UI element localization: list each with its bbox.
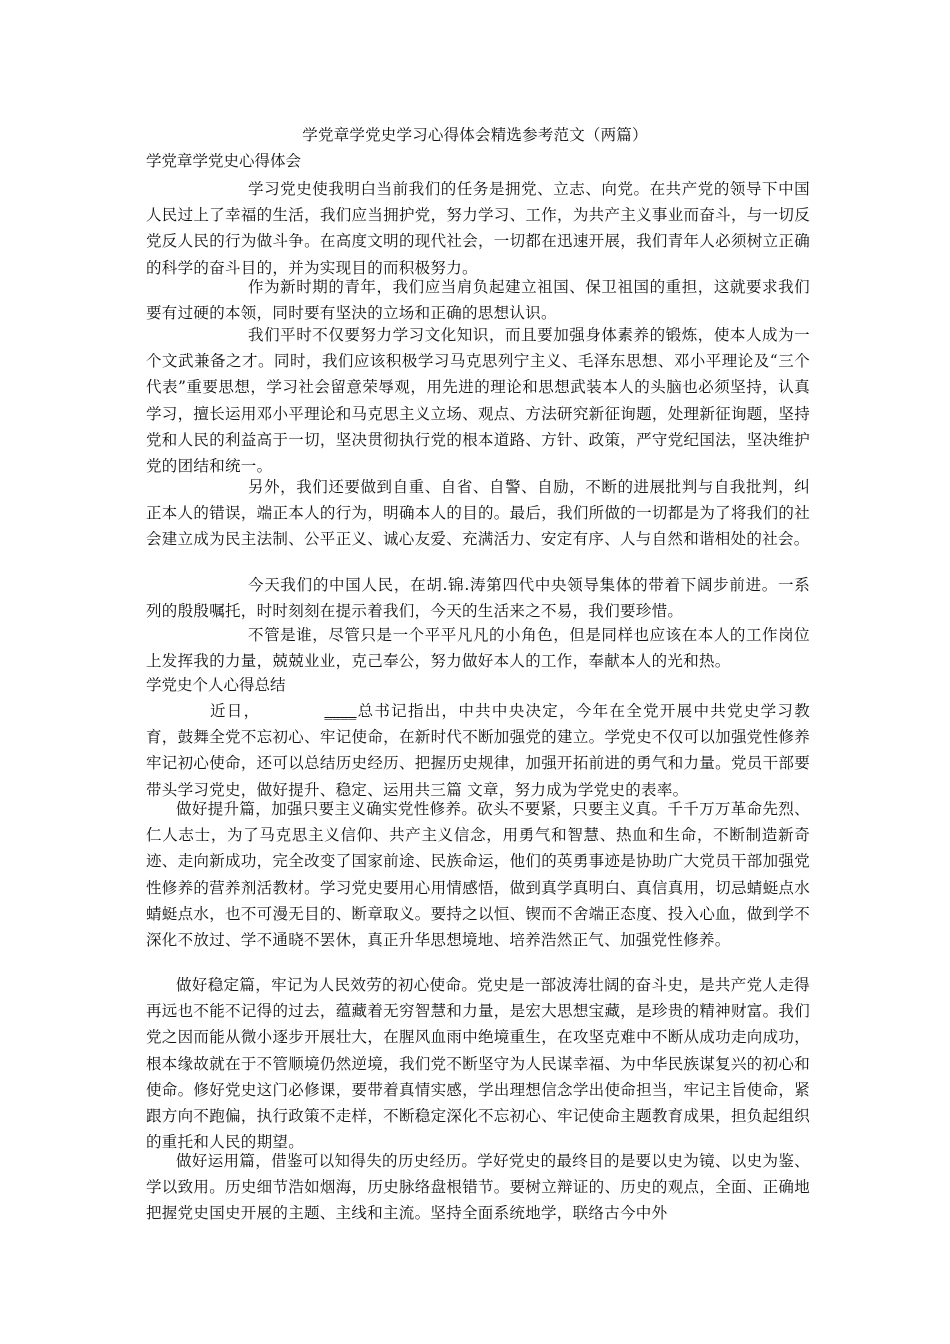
- section-heading-2: 学党史个人心得总结: [146, 676, 286, 694]
- document-title: 学党章学党史学习心得体会精选参考范文（两篇）: [302, 126, 648, 144]
- paragraph: 做好稳定篇，牢记为人民效劳的初心使命。党史是一部波涛壮阔的奋斗史，是共产党人走得再远也不能不记得的过去，蕴藏着无穷智慧和力量，是宏大思想宝藏，是珍贵的精神财富。我们党之因而能从微小逐步开展壮大，在腥风血雨中绝境重生，在攻坚克难中不断从成功走向成功，根本缘故就在于不管顺境仍然逆境，我们党不断坚守为人民谋幸福、为中华民族谋复兴的初心和使命。修好党史这门必修课，要带着真情实感，学出理想信念学出使命担当，牢记主旨使命，紧跟方向不跑偏，执行政策不走样，不断稳定深化不忘初心、牢记使命主题教育成果，担负起组织的重托和人民的期望。: [146, 976, 810, 1152]
- section-heading-1: 学党章学党史心得体会: [146, 152, 302, 170]
- paragraph: 学习党史使我明白当前我们的任务是拥党、立志、向党。在共产党的领导下中国人民过上了幸福的生活，我们应当拥护党，努力学习、工作，为共产主义事业而奋斗，与一切反党反人民的行为做斗争。在高度文明的现代社会，一切都在迅速开展，我们青年人必须树立正确的科学的奋斗目的，并为实现目的而积极努力。: [146, 180, 810, 277]
- paragraph: 另外，我们还要做到自重、自省、自警、自励，不断的进展批判与自我批判，纠正本人的错误，端正本人的行为，明确本人的目的。最后，我们所做的一切都是为了将我们的社会建立成为民主法制、公平正义、诚心友爱、充满活力、安定有序、人与自然和谐相处的社会。: [146, 478, 810, 549]
- paragraph: 作为新时期的青年，我们应当肩负起建立祖国、保卫祖国的重担，这就要求我们要有过硬的本领，同时要有坚決的立场和正确的思想认识。: [146, 278, 810, 323]
- paragraph: 今天我们的中国人民，在胡.锦.涛第四代中央领导集体的带着下阔步前进。一系列的殷殷嘱托，时时刻刻在提示着我们，今天的生活来之不易，我们要珍惜。: [146, 576, 810, 621]
- paragraph: 做好运用篇，借鉴可以知得失的历史经历。学好党史的最终目的是要以史为镜、以史为鉴、学以致用。历史细节浩如烟海，历史脉络盘根错节。要树立辩证的、历史的观点，全面、正确地把握党史国史开展的主题、主线和主流。坚持全面系统地学，联络古今中外: [146, 1152, 810, 1223]
- paragraph: [146, 698, 810, 803]
- paragraph-text: 近日，: [210, 702, 261, 720]
- paragraph: 我们平时不仅要努力学习文化知识，而且要加强身体素养的锻炼，使本人成为一个文武兼备之才。同时，我们应该积极学习马克思列宁主义、毛泽东思想、邓小平理论及“三个代表”重要思想，学习社会留意荣辱观，用先进的理论和思想武装本人的头脑也必须坚持，认真学习，擅长运用邓小平理论和马克思主义立场、观点、方法研究新征询题，处理新征询题，坚持党和人民的利益高于一切，坚决贯彻执行党的根本道路、方针、政策，严守党纪国法，坚决维护党的团结和统一。: [146, 326, 810, 476]
- paragraph: 不管是谁，尽管只是一个平平凡凡的小角色，但是同样也应该在本人的工作岗位上发挥我的力量，兢兢业业，克己奉公，努力做好本人的工作，奉献本人的光和热。: [146, 626, 810, 671]
- paragraph-text: 总书记指出，中共中央决定，今年在全党开展中共党史学习教育，鼓舞全党不忘初心、牢记使命，在新时代不断加强党的建立。学党史不仅可以加强党性修养牢记初心使命，还可以总结历史经历、把握历史规律，加强开拓前进的勇气和力量。党员干部要带头学习党史，做好提升、稳定、运用共三篇 文章，努力成为学党史的表率。: [146, 702, 810, 799]
- paragraph: 做好提升篇，加强只要主义确实党性修养。砍头不要紧，只要主义真。千千万万革命先烈、仁人志士，为了马克思主义信仰、共产主义信念，用勇气和智慧、热血和生命，不断制造新奇迹、走向新成功，完全改变了国家前途、民族命运，他们的英勇事迹是协助广大党员干部加强党性修养的营养剂活教材。学习党史要用心用情感悟，做到真学真明白、真信真用，切忌蜻蜓点水蜻蜓点水，也不可漫无目的、断章取义。要持之以恒、锲而不舍端正态度、投入心血，做到学不深化不放过、学不通晓不罢休，真正升华思想境地、培养浩然正气、加强党性修养。: [146, 800, 810, 950]
- blank-underline: ____: [324, 702, 357, 720]
